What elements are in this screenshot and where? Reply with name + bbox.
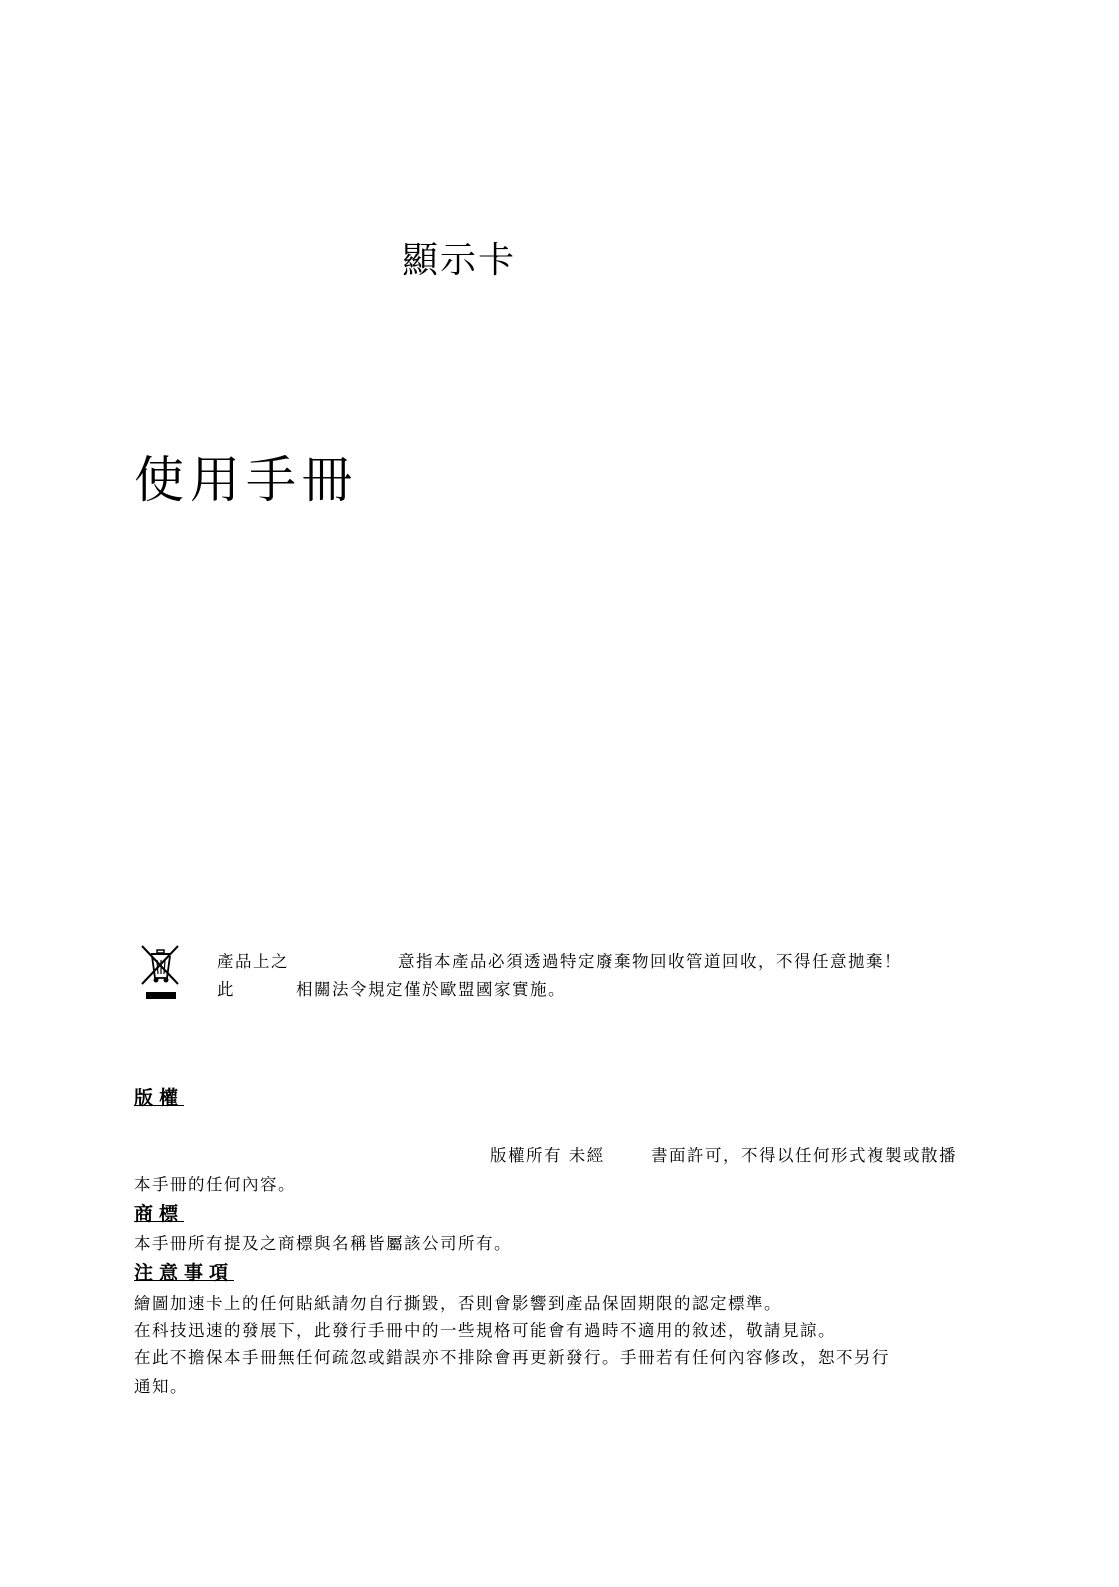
weee-notice-text: 產品上之 <box>217 952 289 971</box>
trademark-heading: 商標 <box>134 1203 185 1225</box>
crossed-out-wheelie-bin-icon <box>138 944 182 1002</box>
document-title: 使用手冊 <box>134 451 358 509</box>
weee-notice-text: 意指本產品必須透過特定廢棄物回收管道回收，不得任意拋棄！ <box>398 952 902 971</box>
notice-line: 繪圖加速卡上的任何貼紙請勿自行撕毀，否則會影響到產品保固期限的認定標準。 <box>134 1294 782 1313</box>
notice-heading: 注意事項 <box>134 1262 235 1284</box>
weee-notice-text: 此 <box>217 980 235 999</box>
copyright-text: 本手冊的任何內容。 <box>134 1175 296 1194</box>
notice-line: 通知。 <box>134 1377 188 1396</box>
notice-line: 在科技迅速的發展下，此發行手冊中的一些規格可能會有過時不適用的敘述，敬請見諒。 <box>134 1321 836 1340</box>
notice-line: 在此不擔保本手冊無任何疏忽或錯誤亦不排除會再更新發行。手冊若有任何內容修改，恕不另行 <box>134 1348 890 1367</box>
copyright-text: 書面許可，不得以任何形式複製或散播 <box>651 1146 957 1165</box>
copyright-text: 版權所有 未經 <box>490 1146 605 1165</box>
weee-notice-text: 相關法令規定僅於歐盟國家實施。 <box>296 980 566 999</box>
product-title: 顯示卡 <box>402 240 517 281</box>
copyright-heading: 版權 <box>134 1087 185 1109</box>
trademark-text: 本手冊所有提及之商標與名稱皆屬該公司所有。 <box>134 1234 512 1253</box>
